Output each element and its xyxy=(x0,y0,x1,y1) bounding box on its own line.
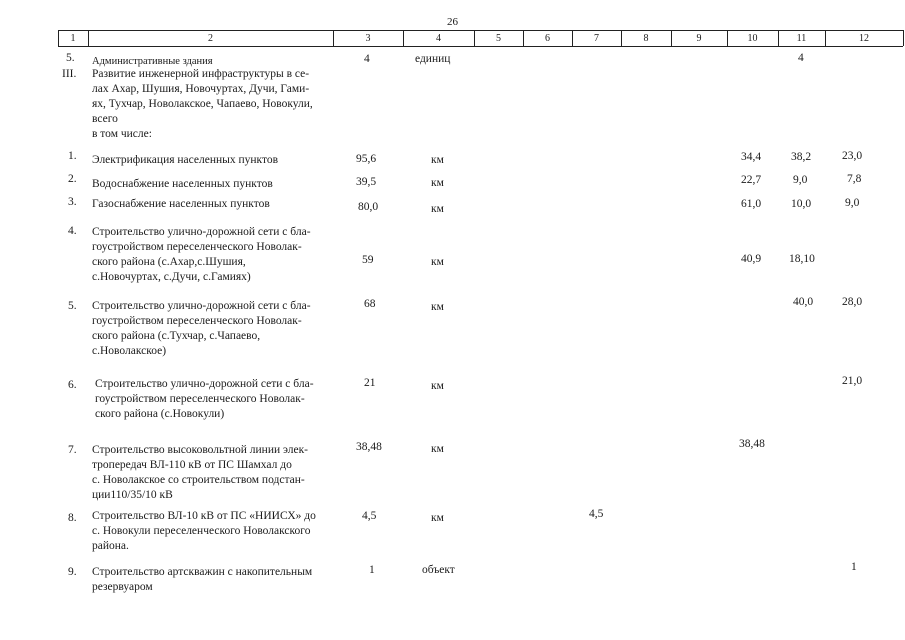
cell-col11: 40,0 xyxy=(793,296,814,308)
cell-unit: км xyxy=(431,203,444,215)
row-number: 7. xyxy=(68,444,77,456)
cell-quantity: 4 xyxy=(364,53,370,65)
row-number: 5. xyxy=(66,52,75,64)
row-description: Строительство улично-дорожной сети с бла- гоустройством переселенческого Новолак- ского района (с.Новокули) xyxy=(95,378,314,420)
row-description: Строительство улично-дорожной сети с бла- гоустройством переселенческого Новолак- ского района (с.Тухчар, с.Чапаево, с.Новолакское) xyxy=(92,300,311,357)
row-description: Строительство высоковольтной линии элек- тропередач ВЛ-110 кВ от ПС Шамхал до с. Новолакское со строительством подстан- ции110/35/10 кВ xyxy=(92,444,308,501)
cell-col12: 21,0 xyxy=(842,375,863,387)
page-number: 26 xyxy=(447,16,458,28)
cell-quantity: 80,0 xyxy=(358,201,379,213)
header-divider xyxy=(903,30,904,46)
column-header: 7 xyxy=(594,33,599,44)
cell-col10: 34,4 xyxy=(741,151,762,163)
cell-quantity: 4,5 xyxy=(362,510,377,522)
row-number: 1. xyxy=(68,150,77,162)
row-description: Развитие инженерной инфраструктуры в се- лах Ахар, Шушия, Новочуртах, Дучи, Гами- ях, Тухчар, Новолакское, Чапаево, Новокули, всего в том числе: xyxy=(92,68,313,140)
column-header: 4 xyxy=(436,33,441,44)
cell-col11: 18,10 xyxy=(789,253,815,265)
row-description: Водоснабжение населенных пунктов xyxy=(92,178,273,190)
cell-col7: 4,5 xyxy=(589,508,604,520)
cell-unit: км xyxy=(431,177,444,189)
row-number: 8. xyxy=(68,512,77,524)
row-number: 4. xyxy=(68,225,77,237)
column-header: 5 xyxy=(496,33,501,44)
cell-quantity: 39,5 xyxy=(356,176,377,188)
column-header: 8 xyxy=(643,33,649,44)
cell-quantity: 38,48 xyxy=(356,441,382,453)
cell-col10: 22,7 xyxy=(741,174,762,186)
cell-col11: 4 xyxy=(798,52,804,64)
cell-col12: 7,8 xyxy=(847,173,862,185)
cell-col10: 61,0 xyxy=(741,198,762,210)
row-number: III. xyxy=(62,68,77,80)
cell-unit: км xyxy=(431,256,444,268)
cell-col11: 9,0 xyxy=(793,174,808,186)
cell-quantity: 68 xyxy=(364,298,376,310)
column-header: 9 xyxy=(696,33,702,44)
cell-quantity: 1 xyxy=(369,564,375,576)
column-header: 12 xyxy=(859,33,869,44)
cell-unit: объект xyxy=(422,564,455,576)
row-description: Электрификация населенных пунктов xyxy=(92,154,279,166)
cell-col11: 10,0 xyxy=(791,198,812,210)
row-description: Строительство улично-дорожной сети с бла- гоустройством переселенческого Новолак- ского района (с.Ахар,с.Шушия, с.Новочуртах, с.Дучи, с.Гамиях) xyxy=(92,226,311,283)
row-description: Строительство артскважин с накопительным резервуаром xyxy=(92,566,313,593)
column-header: 3 xyxy=(365,33,371,44)
row-number: 2. xyxy=(68,173,77,185)
cell-quantity: 59 xyxy=(362,254,374,266)
row-number: 9. xyxy=(68,566,77,578)
cell-unit: км xyxy=(431,443,444,455)
column-header: 2 xyxy=(208,33,213,44)
row-number: 5. xyxy=(68,300,77,312)
cell-col12: 28,0 xyxy=(842,296,863,308)
cell-unit: км xyxy=(431,380,444,392)
cell-unit: км xyxy=(431,512,444,524)
column-header: 1 xyxy=(70,33,76,44)
column-header: 6 xyxy=(545,33,550,44)
cell-quantity: 21 xyxy=(364,377,376,389)
cell-unit: единиц xyxy=(415,53,451,65)
cell-col12: 1 xyxy=(851,561,857,573)
row-number: 3. xyxy=(68,196,77,208)
row-description: Газоснабжение населенных пунктов xyxy=(92,198,270,210)
cell-quantity: 95,6 xyxy=(356,153,377,165)
cell-unit: км xyxy=(431,154,444,166)
cell-col10: 38,48 xyxy=(739,438,765,450)
column-header: 11 xyxy=(796,33,807,44)
cell-col10: 40,9 xyxy=(741,253,762,265)
row-description: Строительство ВЛ-10 кВ от ПС «НИИСХ» до с. Новокули переселенческого Новолакского района. xyxy=(92,510,316,552)
header-bottom-border xyxy=(58,46,903,47)
cell-col12: 23,0 xyxy=(842,150,863,162)
cell-col11: 38,2 xyxy=(791,151,812,163)
column-header: 10 xyxy=(747,33,758,44)
cell-unit: км xyxy=(431,301,444,313)
row-number: 6. xyxy=(68,379,77,391)
cell-col12: 9,0 xyxy=(845,197,860,209)
row-description: Административные здания xyxy=(92,56,213,67)
